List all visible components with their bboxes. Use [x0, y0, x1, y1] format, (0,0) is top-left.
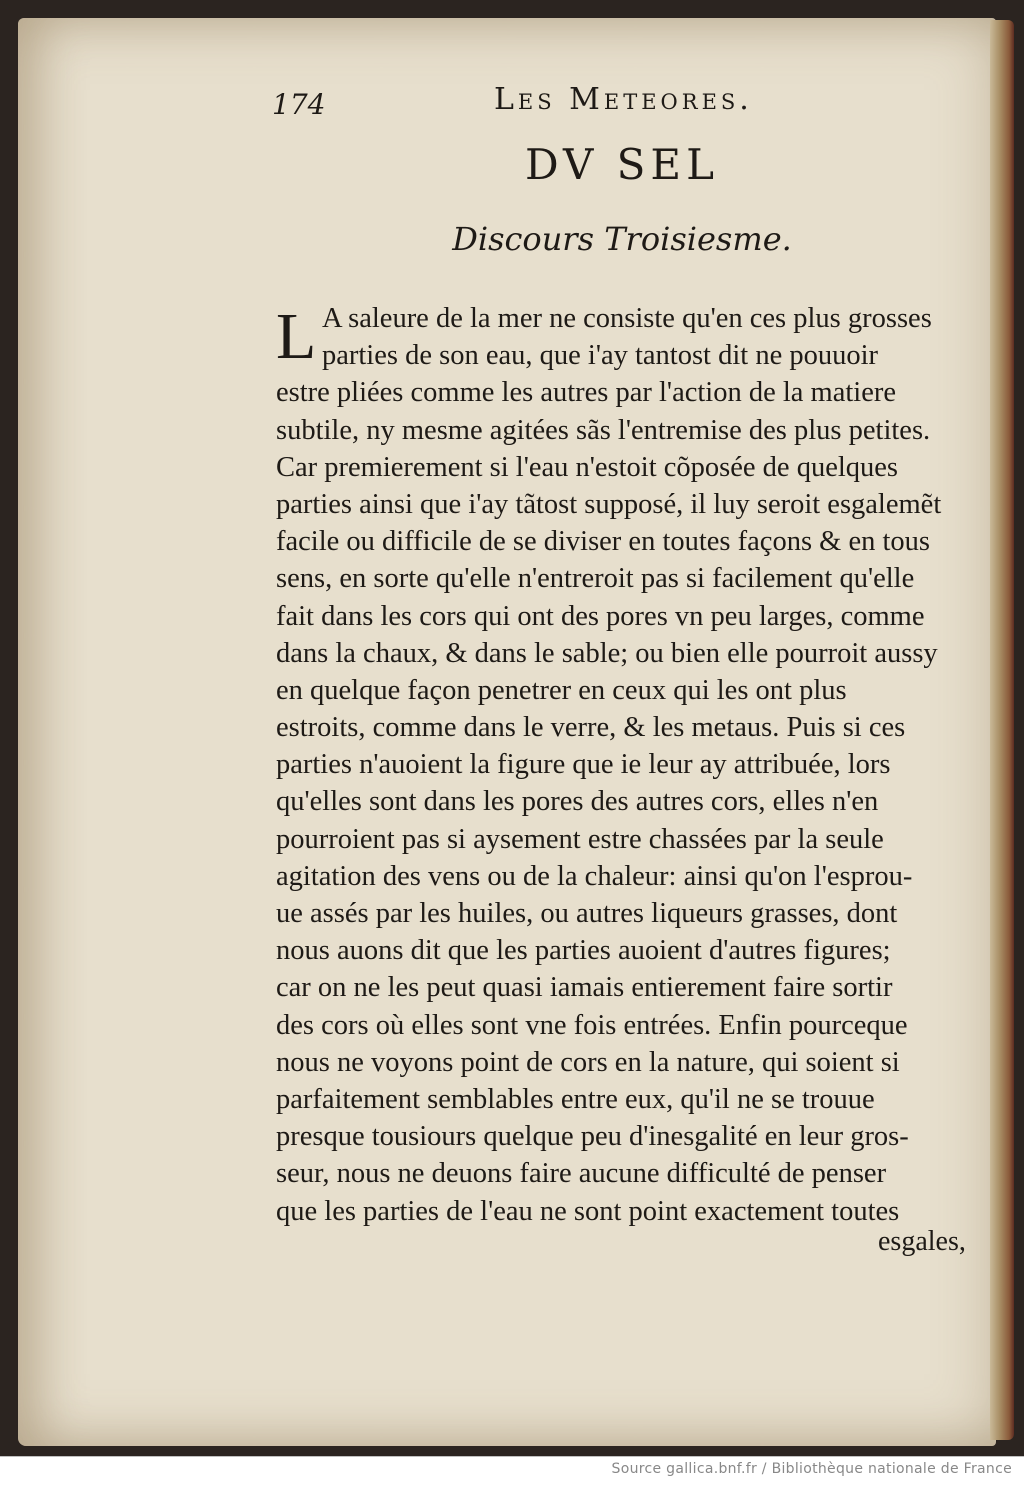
text-line: presque tousiours quelque peu d'inesgalité en leur gros-: [276, 1121, 909, 1153]
chapter-subtitle: Discours Troisiesme.: [452, 220, 792, 258]
source-credit: Source gallica.bnf.fr / Bibliothèque nationale de France: [611, 1461, 1012, 1477]
page-number: 174: [272, 88, 326, 121]
catchword: esgales,: [878, 1226, 966, 1257]
text-line: Car premierement si l'eau n'estoit cõposée de quelques: [276, 451, 899, 483]
text-line: agitation des vens ou de la chaleur: ainsi qu'on l'esprou-: [276, 860, 913, 892]
footer-bar: [0, 1456, 1024, 1487]
text-line: nous auons dit que les parties auoient d'autres figures;: [276, 935, 891, 967]
body-text: [276, 300, 976, 1230]
text-line: estroits, comme dans le verre, & les metaus. Puis si ces: [276, 712, 906, 744]
text-line: pourroient pas si aysement estre chassées par la seule: [276, 823, 884, 855]
text-line: parties n'auoient la figure que ie leur ay attribuée, lors: [276, 749, 891, 781]
text-line: nous ne voyons point de cors en la nature, qui soient si: [276, 1046, 900, 1078]
text-line: parties de son eau, que i'ay tantost dit ne pouuoir: [322, 340, 879, 372]
text-line: subtile, ny mesme agitées sãs l'entremise des plus petites.: [276, 414, 931, 446]
text-line: parties ainsi que i'ay tãtost supposé, il luy seroit esgalemẽt: [276, 488, 942, 520]
text-line: que les parties de l'eau ne sont point exactement toutes: [276, 1195, 900, 1227]
text-line: car on ne les peut quasi iamais entierement faire sortir: [276, 972, 893, 1004]
text-line: des cors où elles sont vne fois entrées. Enfin pourceque: [276, 1009, 908, 1041]
text-line: facile ou difficile de se diviser en toutes façons & en tous: [276, 526, 930, 558]
chapter-title: DV SEL: [525, 140, 719, 189]
text-line: fait dans les cors qui ont des pores vn peu larges, comme: [276, 600, 925, 632]
text-line: sens, en sorte qu'elle n'entreroit pas si facilement qu'elle: [276, 563, 915, 595]
page-header: [272, 82, 972, 122]
running-head: Les Meteores.: [494, 82, 753, 117]
text-line: qu'elles sont dans les pores des autres cors, elles n'en: [276, 786, 879, 818]
text-line: ue assés par les huiles, ou autres liqueurs grasses, dont: [276, 898, 898, 929]
page-edge: [990, 20, 1014, 1440]
text-line: en quelque façon penetrer en ceux qui les ont plus: [276, 674, 847, 706]
text-line: seur, nous ne deuons faire aucune difficulté de penser: [276, 1158, 887, 1190]
text-line: parfaitement semblables entre eux, qu'il ne se trouue: [276, 1083, 875, 1115]
text-line: estre pliées comme les autres par l'action de la matiere: [276, 377, 896, 409]
text-line: dans la chaux, & dans le sable; ou bien elle pourroit aussy: [276, 637, 938, 669]
text-line: A saleure de la mer ne consiste qu'en ces plus grosses: [322, 303, 932, 334]
drop-cap: L: [276, 300, 317, 373]
